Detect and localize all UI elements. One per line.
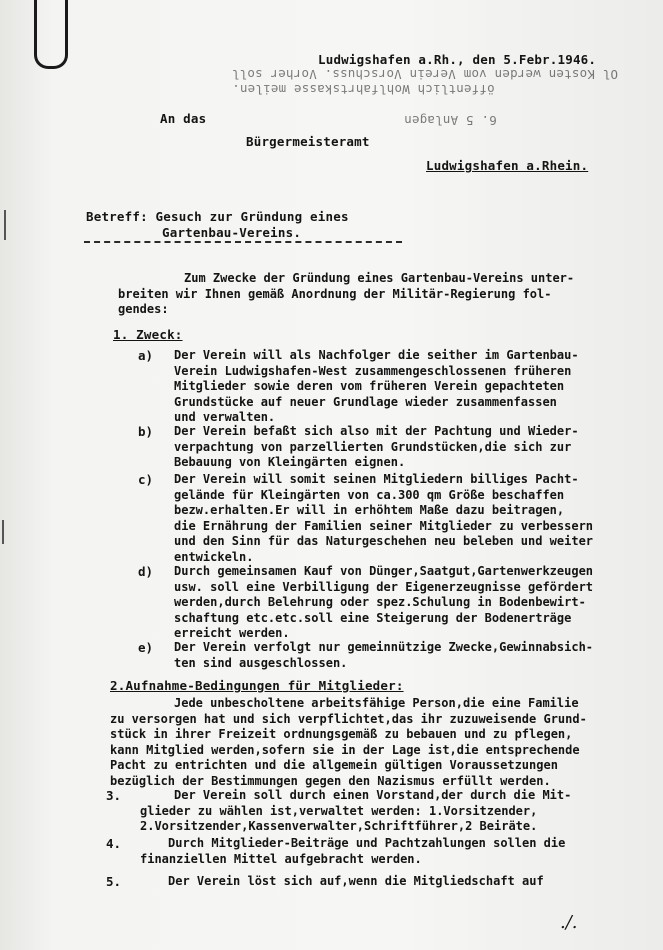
item-letter: d) [138, 564, 154, 579]
paper-clip-mark [34, 0, 68, 69]
item-letter: c) [138, 472, 154, 487]
section-heading: 2.Aufnahme-Bedingungen für Mitglieder: [110, 678, 404, 693]
item-line: die Ernährung der Familien seiner Mitglieder zu verbessern [174, 518, 594, 533]
section-2-paragraph [110, 696, 587, 789]
item-line: Durch gemeinsamen Kauf von Dünger,Saatgut,Gartenwerkzeugen [174, 564, 594, 578]
item-line: und den Sinn für das Naturgeschehen neu beleben und weiter [174, 534, 594, 548]
paragraph-line: zu versorgen hat und sich verpflichtet,das ihr zuzuweisende Grund- [110, 711, 587, 726]
section-number: 5. [106, 874, 122, 889]
item-line: entwickeln. [174, 549, 254, 564]
section-5-paragraph [140, 874, 544, 890]
item-line: bezw.erhalten.Er will in erhöhtem Maße dazu beitragen, [174, 503, 565, 517]
item-line: Der Verein befaßt sich also mit der Pachtung und Wieder- [174, 424, 579, 438]
item-letter: e) [138, 640, 154, 655]
item-letter: b) [138, 424, 154, 439]
recipient-city: Ludwigshafen a.Rhein. [426, 158, 589, 173]
subject-line: Betreff: Gesuch zur Gründung eines [86, 209, 349, 224]
intro-line: Zum Zwecke der Gründung eines Gartenbau-Vereins unter- [184, 271, 575, 285]
intro-line: gendes: [118, 302, 169, 316]
paragraph-line: Durch Mitglieder-Beiträge und Pachtzahlungen sollen die [168, 836, 566, 850]
section-3-paragraph [140, 788, 571, 835]
paragraph-line: Der Verein soll durch einen Vorstand,der durch die Mit- [174, 788, 572, 802]
item-line: Der Verein will als Nachfolger die seither im Gartenbau- [174, 348, 579, 362]
item-line: Verein Ludwigshafen-West zusammengeschlossenen früheren [174, 363, 572, 378]
paragraph-line: Pacht zu entrichten und die allgemein gültigen Voraussetzungen [110, 758, 558, 772]
subject-line: Gartenbau-Vereins. [162, 225, 302, 240]
item-line: und verwalten. [174, 410, 276, 424]
section-1-item-e [174, 640, 593, 671]
item-line: Der Verein will somit seinen Mitgliedern billiges Pacht- [174, 472, 579, 486]
paragraph-line: glieder zu wählen ist,verwaltet werden: 1.Vorsitzender, [140, 803, 538, 818]
section-number: 3. [106, 788, 122, 803]
continuation-mark: ./. [560, 912, 578, 933]
intro-line: breiten wir Ihnen gemäß Anordnung der Militär-Regierung fol- [118, 286, 552, 301]
bleed-through-text: 6. 5 Anlagen [404, 113, 497, 128]
section-1-item-c [174, 472, 593, 565]
item-letter: a) [138, 348, 154, 363]
item-line: Grundstücke auf neuer Grundlage wieder zusammenfassen [174, 394, 557, 409]
item-line: werden,durch Belehrung oder spez.Schulung in Bodenbewirt- [174, 595, 586, 609]
section-1-item-a [174, 348, 579, 426]
item-line: gelände für Kleingärten von ca.300 qm Größe beschaffen [174, 487, 565, 502]
intro-paragraph [118, 271, 574, 318]
paragraph-line: bezüglich der Bestimmungen gegen den Nazismus erfüllt werden. [110, 773, 551, 788]
item-line: usw. soll eine Verbilligung der Eigenerzeugnisse gefördert [174, 579, 594, 594]
item-line: Mitglieder sowie deren vom früheren Verein gepachteten [174, 379, 565, 393]
item-line: verpachtung von parzellierten Grundstücken,die sich zur [174, 439, 572, 454]
paragraph-line: kann Mitglied werden,sofern sie in der Lage ist,die entsprechende [110, 742, 580, 757]
paragraph-line: stück in ihrer Freizeit ordnungsgemäß zu bebauen und zu pflegen, [110, 727, 573, 741]
left-edge-mark [2, 520, 4, 544]
item-line: erreicht werden. [174, 626, 290, 640]
section-number: 4. [106, 836, 122, 851]
item-line: Der Verein verfolgt nur gemeinnützige Zwecke,Gewinnabsich- [174, 640, 594, 654]
section-heading: 1. Zweck: [113, 327, 183, 342]
paragraph-line: 2.Vorsitzender,Kassenverwalter,Schriftführer,2 Beiräte. [140, 819, 538, 833]
recipient-line: An das [160, 111, 207, 126]
paragraph-line: Der Verein löst sich auf,wenn die Mitgliedschaft auf [168, 874, 544, 888]
paragraph-line: Jede unbescholtene arbeitsfähige Person,die eine Familie [174, 696, 579, 710]
item-line: Bebauung von Kleingärten eignen. [174, 455, 406, 469]
section-1-item-b [174, 424, 579, 471]
item-line: schaftung etc.etc.soll eine Steigerung der Bodenerträge [174, 610, 572, 625]
bleed-through-text: öffentlich Wohlfahrtskasse meilen. [232, 82, 495, 97]
recipient-line: Bürgermeisteramt [246, 134, 370, 149]
place-and-date: Ludwigshafen a.Rh., den 5.Febr.1946. [318, 52, 597, 67]
left-edge-mark [4, 210, 6, 240]
bleed-through-text: Ol Kosten werden vom Verein Vorschuss. Vorher soll [231, 67, 618, 82]
subject-underline [84, 241, 402, 243]
section-4-paragraph [140, 836, 565, 867]
paragraph-line: finanziellen Mittel aufgebracht werden. [140, 851, 422, 866]
item-line: ten sind ausgeschlossen. [174, 655, 348, 670]
section-1-item-d [174, 564, 593, 642]
